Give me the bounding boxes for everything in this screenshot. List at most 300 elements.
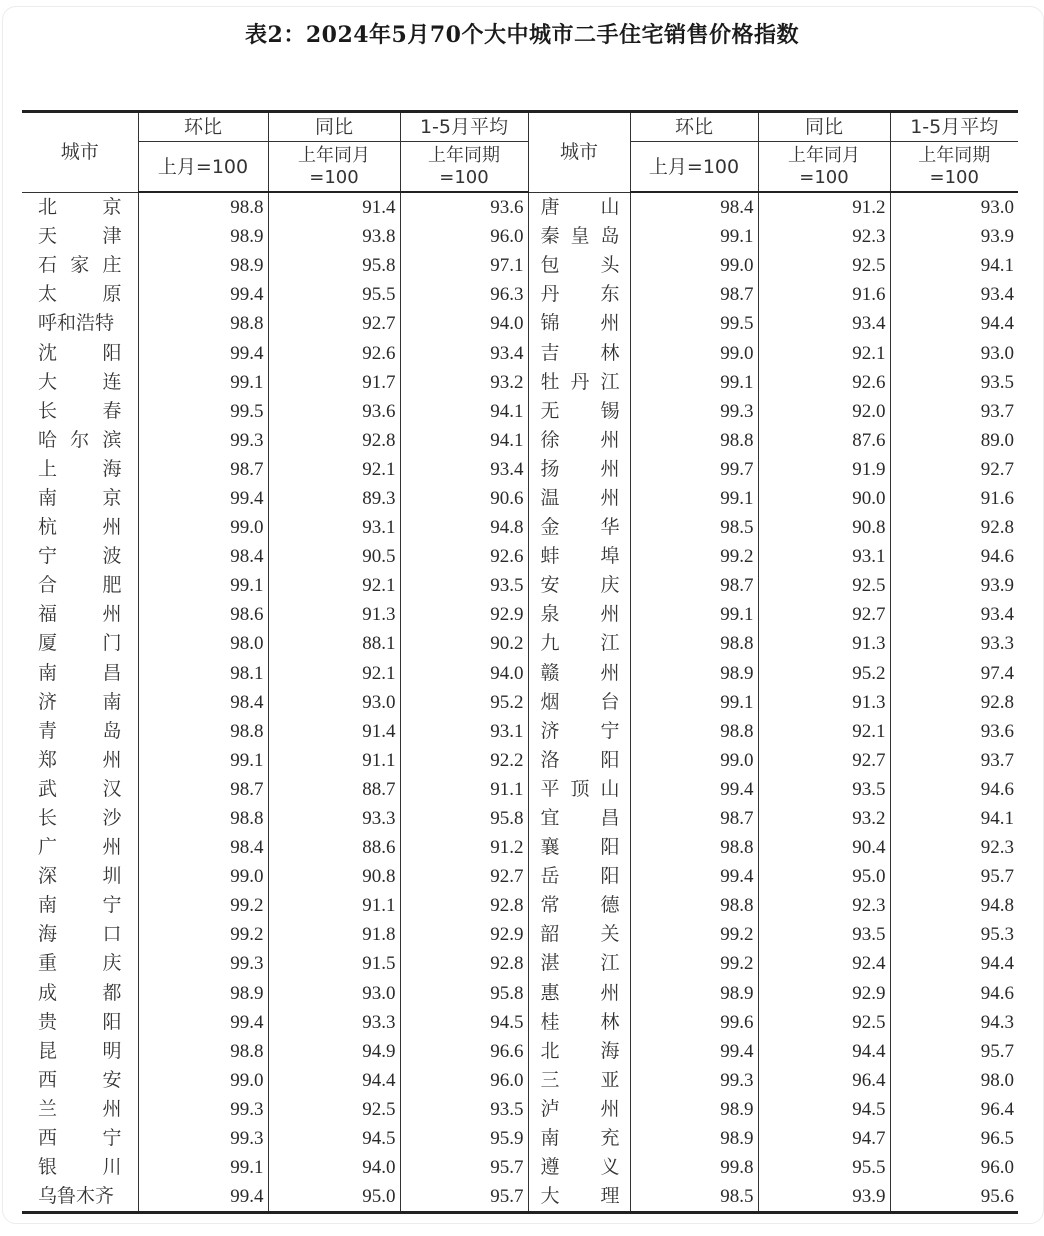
avg-cell-right: 93.9 — [890, 222, 1018, 251]
yoy-cell-right: 95.0 — [758, 862, 890, 891]
yoy-cell: 91.1 — [268, 891, 400, 920]
avg-cell-right: 93.9 — [890, 571, 1018, 600]
city-name: 哈 尔 滨 — [38, 428, 122, 451]
avg-cell-right: 93.5 — [890, 368, 1018, 397]
table-row — [22, 600, 1018, 629]
city-cell-right — [528, 659, 630, 688]
mom-cell-right: 98.7 — [630, 571, 758, 600]
header-yoy-base-right: 上年同月 =100 — [758, 142, 890, 193]
yoy-cell-right: 92.4 — [758, 949, 890, 978]
city-cell-right — [528, 222, 630, 251]
yoy-cell: 88.6 — [268, 833, 400, 862]
mom-cell-right: 98.8 — [630, 426, 758, 455]
city-cell — [22, 891, 138, 920]
city-cell — [22, 455, 138, 484]
city-name: 金 华 — [540, 516, 620, 539]
city-cell — [22, 513, 138, 542]
mom-cell: 99.4 — [138, 1008, 268, 1037]
city-name: 广 州 — [38, 836, 122, 859]
table-row — [22, 629, 1018, 658]
price-index-table — [22, 110, 1018, 1214]
city-name: 秦 皇 岛 — [540, 225, 620, 248]
avg-cell-right: 93.7 — [890, 746, 1018, 775]
yoy-cell: 92.5 — [268, 1095, 400, 1124]
avg-cell: 94.1 — [400, 397, 528, 426]
yoy-cell: 93.8 — [268, 222, 400, 251]
avg-cell: 96.0 — [400, 1066, 528, 1095]
table-row — [22, 1008, 1018, 1037]
city-cell-right — [528, 629, 630, 658]
avg-cell-right: 94.6 — [890, 775, 1018, 804]
mom-cell-right: 99.4 — [630, 862, 758, 891]
yoy-cell: 93.3 — [268, 1008, 400, 1037]
city-cell — [22, 1153, 138, 1182]
avg-cell-right: 96.4 — [890, 1095, 1018, 1124]
city-cell-right — [528, 717, 630, 746]
yoy-cell-right: 92.5 — [758, 251, 890, 280]
mom-cell: 99.1 — [138, 1153, 268, 1182]
city-name: 石 家 庄 — [38, 254, 122, 277]
table-row — [22, 1095, 1018, 1124]
yoy-cell-right: 93.2 — [758, 804, 890, 833]
city-name: 包 头 — [540, 254, 620, 277]
avg-cell-right: 92.8 — [890, 688, 1018, 717]
yoy-cell-right: 90.0 — [758, 484, 890, 513]
city-cell — [22, 979, 138, 1008]
yoy-cell: 94.5 — [268, 1124, 400, 1153]
city-cell — [22, 426, 138, 455]
mom-cell-right: 99.2 — [630, 542, 758, 571]
avg-cell-right: 98.0 — [890, 1066, 1018, 1095]
city-name: 大 理 — [540, 1185, 620, 1208]
city-name: 湛 江 — [540, 952, 620, 975]
city-cell-right — [528, 192, 630, 222]
city-cell — [22, 659, 138, 688]
city-name: 呼和浩特 — [38, 312, 115, 335]
city-name: 锦 州 — [540, 312, 620, 335]
avg-cell: 95.7 — [400, 1153, 528, 1182]
mom-cell-right: 98.8 — [630, 629, 758, 658]
city-cell — [22, 1095, 138, 1124]
avg-cell-right: 95.7 — [890, 1037, 1018, 1066]
avg-cell-right: 93.6 — [890, 717, 1018, 746]
city-cell-right — [528, 426, 630, 455]
city-name: 兰 州 — [38, 1097, 122, 1120]
city-cell — [22, 920, 138, 949]
avg-cell: 93.5 — [400, 1095, 528, 1124]
city-name: 济 宁 — [540, 719, 620, 742]
city-cell-right — [528, 746, 630, 775]
yoy-cell: 91.4 — [268, 717, 400, 746]
yoy-cell: 93.6 — [268, 397, 400, 426]
avg-cell-right: 94.1 — [890, 251, 1018, 280]
avg-cell-right: 93.0 — [890, 338, 1018, 367]
city-cell — [22, 542, 138, 571]
mom-cell: 98.9 — [138, 251, 268, 280]
table-row — [22, 746, 1018, 775]
table-row — [22, 1037, 1018, 1066]
mom-cell-right: 98.9 — [630, 979, 758, 1008]
header-yoy: 同比 — [268, 112, 400, 142]
yoy-cell-right: 92.3 — [758, 222, 890, 251]
city-name: 重 庆 — [38, 952, 122, 975]
mom-cell: 98.4 — [138, 833, 268, 862]
city-cell-right — [528, 513, 630, 542]
city-cell — [22, 862, 138, 891]
header-avg-base: 上年同期 =100 — [400, 142, 528, 193]
table-row — [22, 455, 1018, 484]
table-row — [22, 688, 1018, 717]
avg-cell: 92.9 — [400, 920, 528, 949]
city-cell — [22, 192, 138, 222]
yoy-cell: 91.1 — [268, 746, 400, 775]
mom-cell: 99.4 — [138, 338, 268, 367]
mom-cell-right: 98.9 — [630, 1124, 758, 1153]
avg-cell-right: 92.7 — [890, 455, 1018, 484]
city-name: 安 庆 — [540, 574, 620, 597]
city-name: 北 海 — [540, 1039, 620, 1062]
city-name: 南 充 — [540, 1127, 620, 1150]
avg-cell-right: 92.3 — [890, 833, 1018, 862]
avg-cell-right: 96.5 — [890, 1124, 1018, 1153]
avg-cell-right: 93.0 — [890, 192, 1018, 222]
avg-cell: 97.1 — [400, 251, 528, 280]
city-cell-right — [528, 1182, 630, 1213]
city-cell — [22, 397, 138, 426]
mom-cell: 98.8 — [138, 717, 268, 746]
city-cell — [22, 1182, 138, 1213]
city-name: 福 州 — [38, 603, 122, 626]
city-name: 银 川 — [38, 1156, 122, 1179]
mom-cell-right: 98.4 — [630, 192, 758, 222]
yoy-cell-right: 93.1 — [758, 542, 890, 571]
city-name: 西 宁 — [38, 1127, 122, 1150]
yoy-cell: 88.7 — [268, 775, 400, 804]
city-cell-right — [528, 1066, 630, 1095]
yoy-cell: 88.1 — [268, 629, 400, 658]
yoy-cell-right: 92.7 — [758, 746, 890, 775]
yoy-cell: 91.5 — [268, 949, 400, 978]
city-cell — [22, 251, 138, 280]
city-name: 洛 阳 — [540, 748, 620, 771]
city-cell — [22, 338, 138, 367]
table-row — [22, 192, 1018, 222]
table-row — [22, 397, 1018, 426]
city-name: 昆 明 — [38, 1039, 122, 1062]
city-cell — [22, 1124, 138, 1153]
yoy-cell-right: 92.6 — [758, 368, 890, 397]
table-row — [22, 862, 1018, 891]
avg-cell-right: 94.8 — [890, 891, 1018, 920]
yoy-cell: 91.3 — [268, 600, 400, 629]
city-name: 唐 山 — [540, 195, 620, 218]
table-row — [22, 309, 1018, 338]
city-name: 上 海 — [38, 457, 122, 480]
city-cell-right — [528, 368, 630, 397]
header-mom-base: 上月=100 — [138, 142, 268, 193]
city-cell — [22, 280, 138, 309]
city-name: 泸 州 — [540, 1097, 620, 1120]
avg-cell-right: 94.6 — [890, 979, 1018, 1008]
yoy-cell: 91.8 — [268, 920, 400, 949]
mom-cell: 99.1 — [138, 571, 268, 600]
avg-cell: 93.1 — [400, 717, 528, 746]
city-name: 徐 州 — [540, 428, 620, 451]
table-row — [22, 949, 1018, 978]
yoy-cell: 92.6 — [268, 338, 400, 367]
avg-cell: 91.1 — [400, 775, 528, 804]
city-cell-right — [528, 979, 630, 1008]
city-name: 遵 义 — [540, 1156, 620, 1179]
mom-cell: 98.0 — [138, 629, 268, 658]
mom-cell-right: 98.8 — [630, 891, 758, 920]
city-name: 无 锡 — [540, 399, 620, 422]
yoy-cell: 92.8 — [268, 426, 400, 455]
mom-cell: 98.4 — [138, 688, 268, 717]
mom-cell-right: 99.4 — [630, 775, 758, 804]
city-cell-right — [528, 804, 630, 833]
city-cell-right — [528, 1095, 630, 1124]
table-row — [22, 426, 1018, 455]
mom-cell: 98.7 — [138, 455, 268, 484]
avg-cell-right: 92.8 — [890, 513, 1018, 542]
yoy-cell: 91.4 — [268, 192, 400, 222]
yoy-cell: 91.7 — [268, 368, 400, 397]
mom-cell: 99.0 — [138, 513, 268, 542]
city-cell — [22, 484, 138, 513]
yoy-cell-right: 95.5 — [758, 1153, 890, 1182]
city-name: 常 德 — [540, 894, 620, 917]
table-title: 表2：2024年5月70个大中城市二手住宅销售价格指数 — [245, 22, 799, 48]
city-cell-right — [528, 949, 630, 978]
city-name: 韶 关 — [540, 923, 620, 946]
avg-cell-right: 94.6 — [890, 542, 1018, 571]
mom-cell: 98.9 — [138, 979, 268, 1008]
city-name: 天 津 — [38, 225, 122, 248]
yoy-cell-right: 92.9 — [758, 979, 890, 1008]
yoy-cell-right: 92.5 — [758, 571, 890, 600]
header-row-top — [22, 112, 1018, 142]
city-cell — [22, 368, 138, 397]
city-cell — [22, 717, 138, 746]
city-cell — [22, 222, 138, 251]
city-name: 贵 阳 — [38, 1010, 122, 1033]
table-row — [22, 484, 1018, 513]
mom-cell: 99.3 — [138, 1124, 268, 1153]
yoy-cell-right: 93.5 — [758, 775, 890, 804]
city-name: 西 安 — [38, 1068, 122, 1091]
header-yoy-base: 上年同月 =100 — [268, 142, 400, 193]
mom-cell: 98.4 — [138, 542, 268, 571]
table-row — [22, 251, 1018, 280]
city-name: 三 亚 — [540, 1068, 620, 1091]
city-cell-right — [528, 920, 630, 949]
city-name: 厦 门 — [38, 632, 122, 655]
header-yoy-right: 同比 — [758, 112, 890, 142]
table-row — [22, 833, 1018, 862]
city-cell-right — [528, 251, 630, 280]
mom-cell-right: 98.8 — [630, 717, 758, 746]
city-name: 南 宁 — [38, 894, 122, 917]
mom-cell: 99.4 — [138, 484, 268, 513]
table-row — [22, 368, 1018, 397]
header-city: 城市 — [22, 112, 138, 193]
avg-cell-right: 97.4 — [890, 659, 1018, 688]
mom-cell-right: 99.1 — [630, 222, 758, 251]
yoy-cell-right: 92.1 — [758, 338, 890, 367]
mom-cell-right: 98.7 — [630, 280, 758, 309]
mom-cell: 99.1 — [138, 746, 268, 775]
yoy-cell-right: 90.4 — [758, 833, 890, 862]
mom-cell-right: 99.1 — [630, 368, 758, 397]
yoy-cell: 90.8 — [268, 862, 400, 891]
city-cell-right — [528, 1008, 630, 1037]
avg-cell: 94.1 — [400, 426, 528, 455]
city-cell — [22, 746, 138, 775]
city-name: 襄 阳 — [540, 836, 620, 859]
table-row — [22, 1153, 1018, 1182]
mom-cell-right: 98.9 — [630, 1095, 758, 1124]
mom-cell: 99.0 — [138, 1066, 268, 1095]
table-row — [22, 920, 1018, 949]
yoy-cell-right: 94.4 — [758, 1037, 890, 1066]
yoy-cell: 92.7 — [268, 309, 400, 338]
mom-cell: 99.5 — [138, 397, 268, 426]
city-cell — [22, 775, 138, 804]
mom-cell: 99.3 — [138, 1095, 268, 1124]
city-name: 南 京 — [38, 486, 122, 509]
yoy-cell-right: 93.5 — [758, 920, 890, 949]
city-name: 牡 丹 江 — [540, 370, 620, 393]
city-name: 沈 阳 — [38, 341, 122, 364]
mom-cell-right: 99.2 — [630, 920, 758, 949]
city-cell — [22, 688, 138, 717]
yoy-cell-right: 92.5 — [758, 1008, 890, 1037]
avg-cell: 92.2 — [400, 746, 528, 775]
yoy-cell-right: 96.4 — [758, 1066, 890, 1095]
mom-cell: 98.8 — [138, 309, 268, 338]
city-name: 吉 林 — [540, 341, 620, 364]
city-cell — [22, 309, 138, 338]
avg-cell: 95.8 — [400, 804, 528, 833]
mom-cell-right: 99.1 — [630, 484, 758, 513]
city-name: 郑 州 — [38, 748, 122, 771]
mom-cell-right: 99.4 — [630, 1037, 758, 1066]
avg-cell-right: 94.1 — [890, 804, 1018, 833]
avg-cell: 93.4 — [400, 338, 528, 367]
mom-cell: 98.8 — [138, 804, 268, 833]
city-cell-right — [528, 775, 630, 804]
avg-cell-right: 91.6 — [890, 484, 1018, 513]
header-avg-base-right: 上年同期 =100 — [890, 142, 1018, 193]
avg-cell: 92.8 — [400, 949, 528, 978]
avg-cell: 93.6 — [400, 192, 528, 222]
mom-cell-right: 99.0 — [630, 251, 758, 280]
yoy-cell-right: 92.0 — [758, 397, 890, 426]
table-row — [22, 571, 1018, 600]
city-cell-right — [528, 338, 630, 367]
avg-cell: 91.2 — [400, 833, 528, 862]
mom-cell-right: 98.8 — [630, 833, 758, 862]
avg-cell: 90.6 — [400, 484, 528, 513]
header-avg: 1-5月平均 — [400, 112, 528, 142]
yoy-cell-right: 91.9 — [758, 455, 890, 484]
city-name: 成 都 — [38, 981, 122, 1004]
city-name: 长 春 — [38, 399, 122, 422]
city-cell-right — [528, 571, 630, 600]
city-name: 武 汉 — [38, 777, 122, 800]
avg-cell-right: 93.3 — [890, 629, 1018, 658]
avg-cell: 92.9 — [400, 600, 528, 629]
city-name: 大 连 — [38, 370, 122, 393]
avg-cell: 94.8 — [400, 513, 528, 542]
city-cell-right — [528, 455, 630, 484]
avg-cell: 93.2 — [400, 368, 528, 397]
mom-cell-right: 98.7 — [630, 804, 758, 833]
mom-cell: 99.4 — [138, 280, 268, 309]
city-name: 太 原 — [38, 283, 122, 306]
yoy-cell: 93.1 — [268, 513, 400, 542]
yoy-cell: 94.0 — [268, 1153, 400, 1182]
avg-cell-right: 94.3 — [890, 1008, 1018, 1037]
city-cell — [22, 1066, 138, 1095]
mom-cell: 99.1 — [138, 368, 268, 397]
avg-cell: 96.3 — [400, 280, 528, 309]
yoy-cell-right: 95.2 — [758, 659, 890, 688]
yoy-cell-right: 91.6 — [758, 280, 890, 309]
avg-cell: 93.5 — [400, 571, 528, 600]
mom-cell-right: 99.3 — [630, 397, 758, 426]
city-name: 惠 州 — [540, 981, 620, 1004]
city-cell-right — [528, 1037, 630, 1066]
table-row — [22, 775, 1018, 804]
city-cell-right — [528, 309, 630, 338]
city-cell-right — [528, 542, 630, 571]
yoy-cell-right: 91.3 — [758, 629, 890, 658]
table-row — [22, 1124, 1018, 1153]
city-name: 宜 昌 — [540, 807, 620, 830]
table-row — [22, 979, 1018, 1008]
city-name: 岳 阳 — [540, 865, 620, 888]
mom-cell-right: 99.5 — [630, 309, 758, 338]
yoy-cell-right: 94.7 — [758, 1124, 890, 1153]
avg-cell-right: 93.7 — [890, 397, 1018, 426]
city-name: 温 州 — [540, 486, 620, 509]
avg-cell-right: 95.6 — [890, 1182, 1018, 1213]
yoy-cell-right: 92.1 — [758, 717, 890, 746]
mom-cell: 99.0 — [138, 862, 268, 891]
table-row — [22, 1066, 1018, 1095]
yoy-cell: 90.5 — [268, 542, 400, 571]
mom-cell-right: 98.5 — [630, 1182, 758, 1213]
yoy-cell-right: 93.4 — [758, 309, 890, 338]
table-row — [22, 338, 1018, 367]
avg-cell: 95.7 — [400, 1182, 528, 1213]
table-row — [22, 513, 1018, 542]
yoy-cell: 92.1 — [268, 659, 400, 688]
avg-cell: 95.9 — [400, 1124, 528, 1153]
yoy-cell: 89.3 — [268, 484, 400, 513]
table-row — [22, 1182, 1018, 1213]
avg-cell-right: 95.3 — [890, 920, 1018, 949]
yoy-cell-right: 94.5 — [758, 1095, 890, 1124]
city-cell-right — [528, 1124, 630, 1153]
avg-cell: 95.2 — [400, 688, 528, 717]
table-row — [22, 542, 1018, 571]
city-cell-right — [528, 280, 630, 309]
yoy-cell-right: 90.8 — [758, 513, 890, 542]
mom-cell-right: 99.8 — [630, 1153, 758, 1182]
